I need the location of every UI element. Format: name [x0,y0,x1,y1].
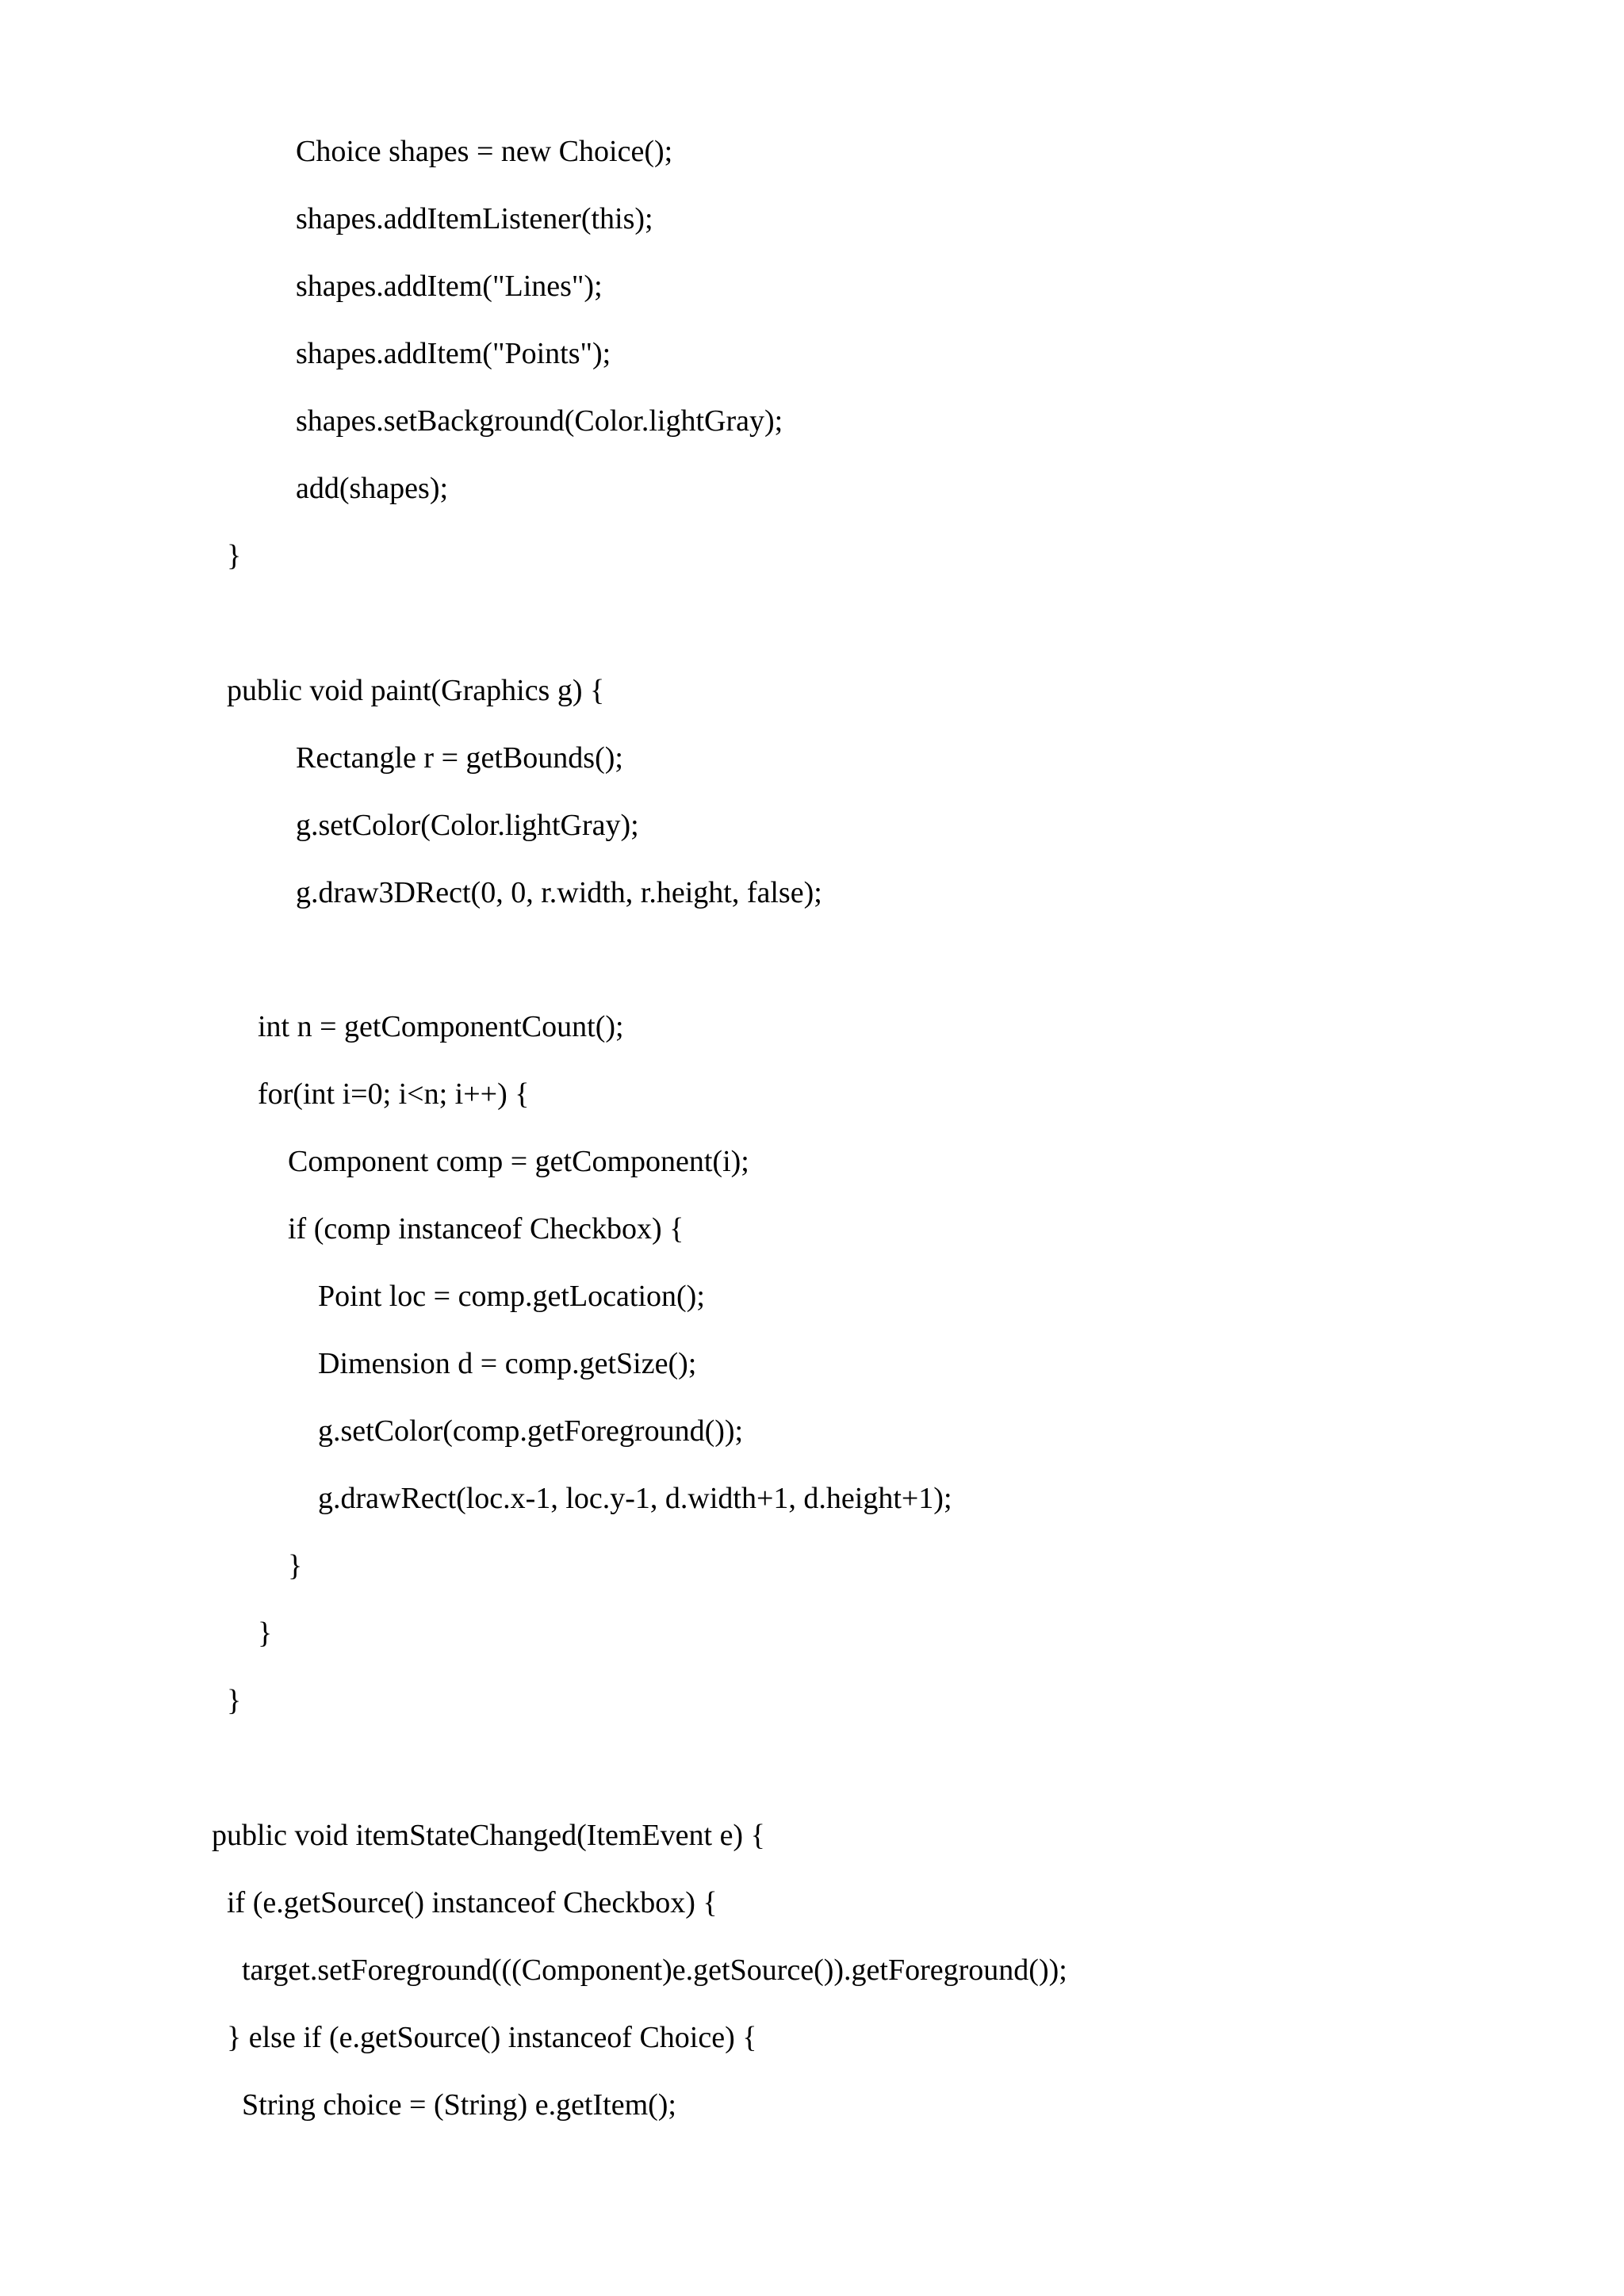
code-line: public void paint(Graphics g) { [227,674,605,707]
code-line: Dimension d = comp.getSize(); [318,1347,697,1380]
code-line: if (e.getSource() instanceof Checkbox) { [227,1886,718,1919]
code-line: } [227,1684,242,1717]
code-line: } [227,539,242,572]
code-line: String choice = (String) e.getItem(); [242,2088,676,2122]
code-line: g.drawRect(loc.x-1, loc.y-1, d.width+1, d.height+1); [318,1482,952,1515]
code-line: Rectangle r = getBounds(); [296,741,623,775]
code-line: shapes.setBackground(Color.lightGray); [296,404,783,438]
code-line: shapes.addItem("Points"); [296,337,611,370]
code-line: int n = getComponentCount(); [258,1010,624,1043]
code-line: shapes.addItemListener(this); [296,202,653,235]
code-line: g.setColor(Color.lightGray); [296,809,639,842]
code-line: shapes.addItem("Lines"); [296,270,603,303]
code-line: } else if (e.getSource() instanceof Choice) { [227,2021,757,2054]
code-line: g.setColor(comp.getForeground()); [318,1414,744,1448]
code-line: for(int i=0; i<n; i++) { [258,1077,530,1111]
code-line: Point loc = comp.getLocation(); [318,1280,705,1313]
code-line: g.draw3DRect(0, 0, r.width, r.height, false); [296,876,822,909]
code-line: Component comp = getComponent(i); [288,1145,749,1178]
code-line: target.setForeground(((Component)e.getSource()).getForeground()); [242,1954,1067,1987]
code-line: } [258,1617,273,1650]
code-line: Choice shapes = new Choice(); [296,135,673,168]
code-line: } [288,1549,303,1582]
code-line: if (comp instanceof Checkbox) { [288,1212,684,1246]
code-line: public void itemStateChanged(ItemEvent e) { [212,1819,765,1852]
code-line: add(shapes); [296,472,449,505]
